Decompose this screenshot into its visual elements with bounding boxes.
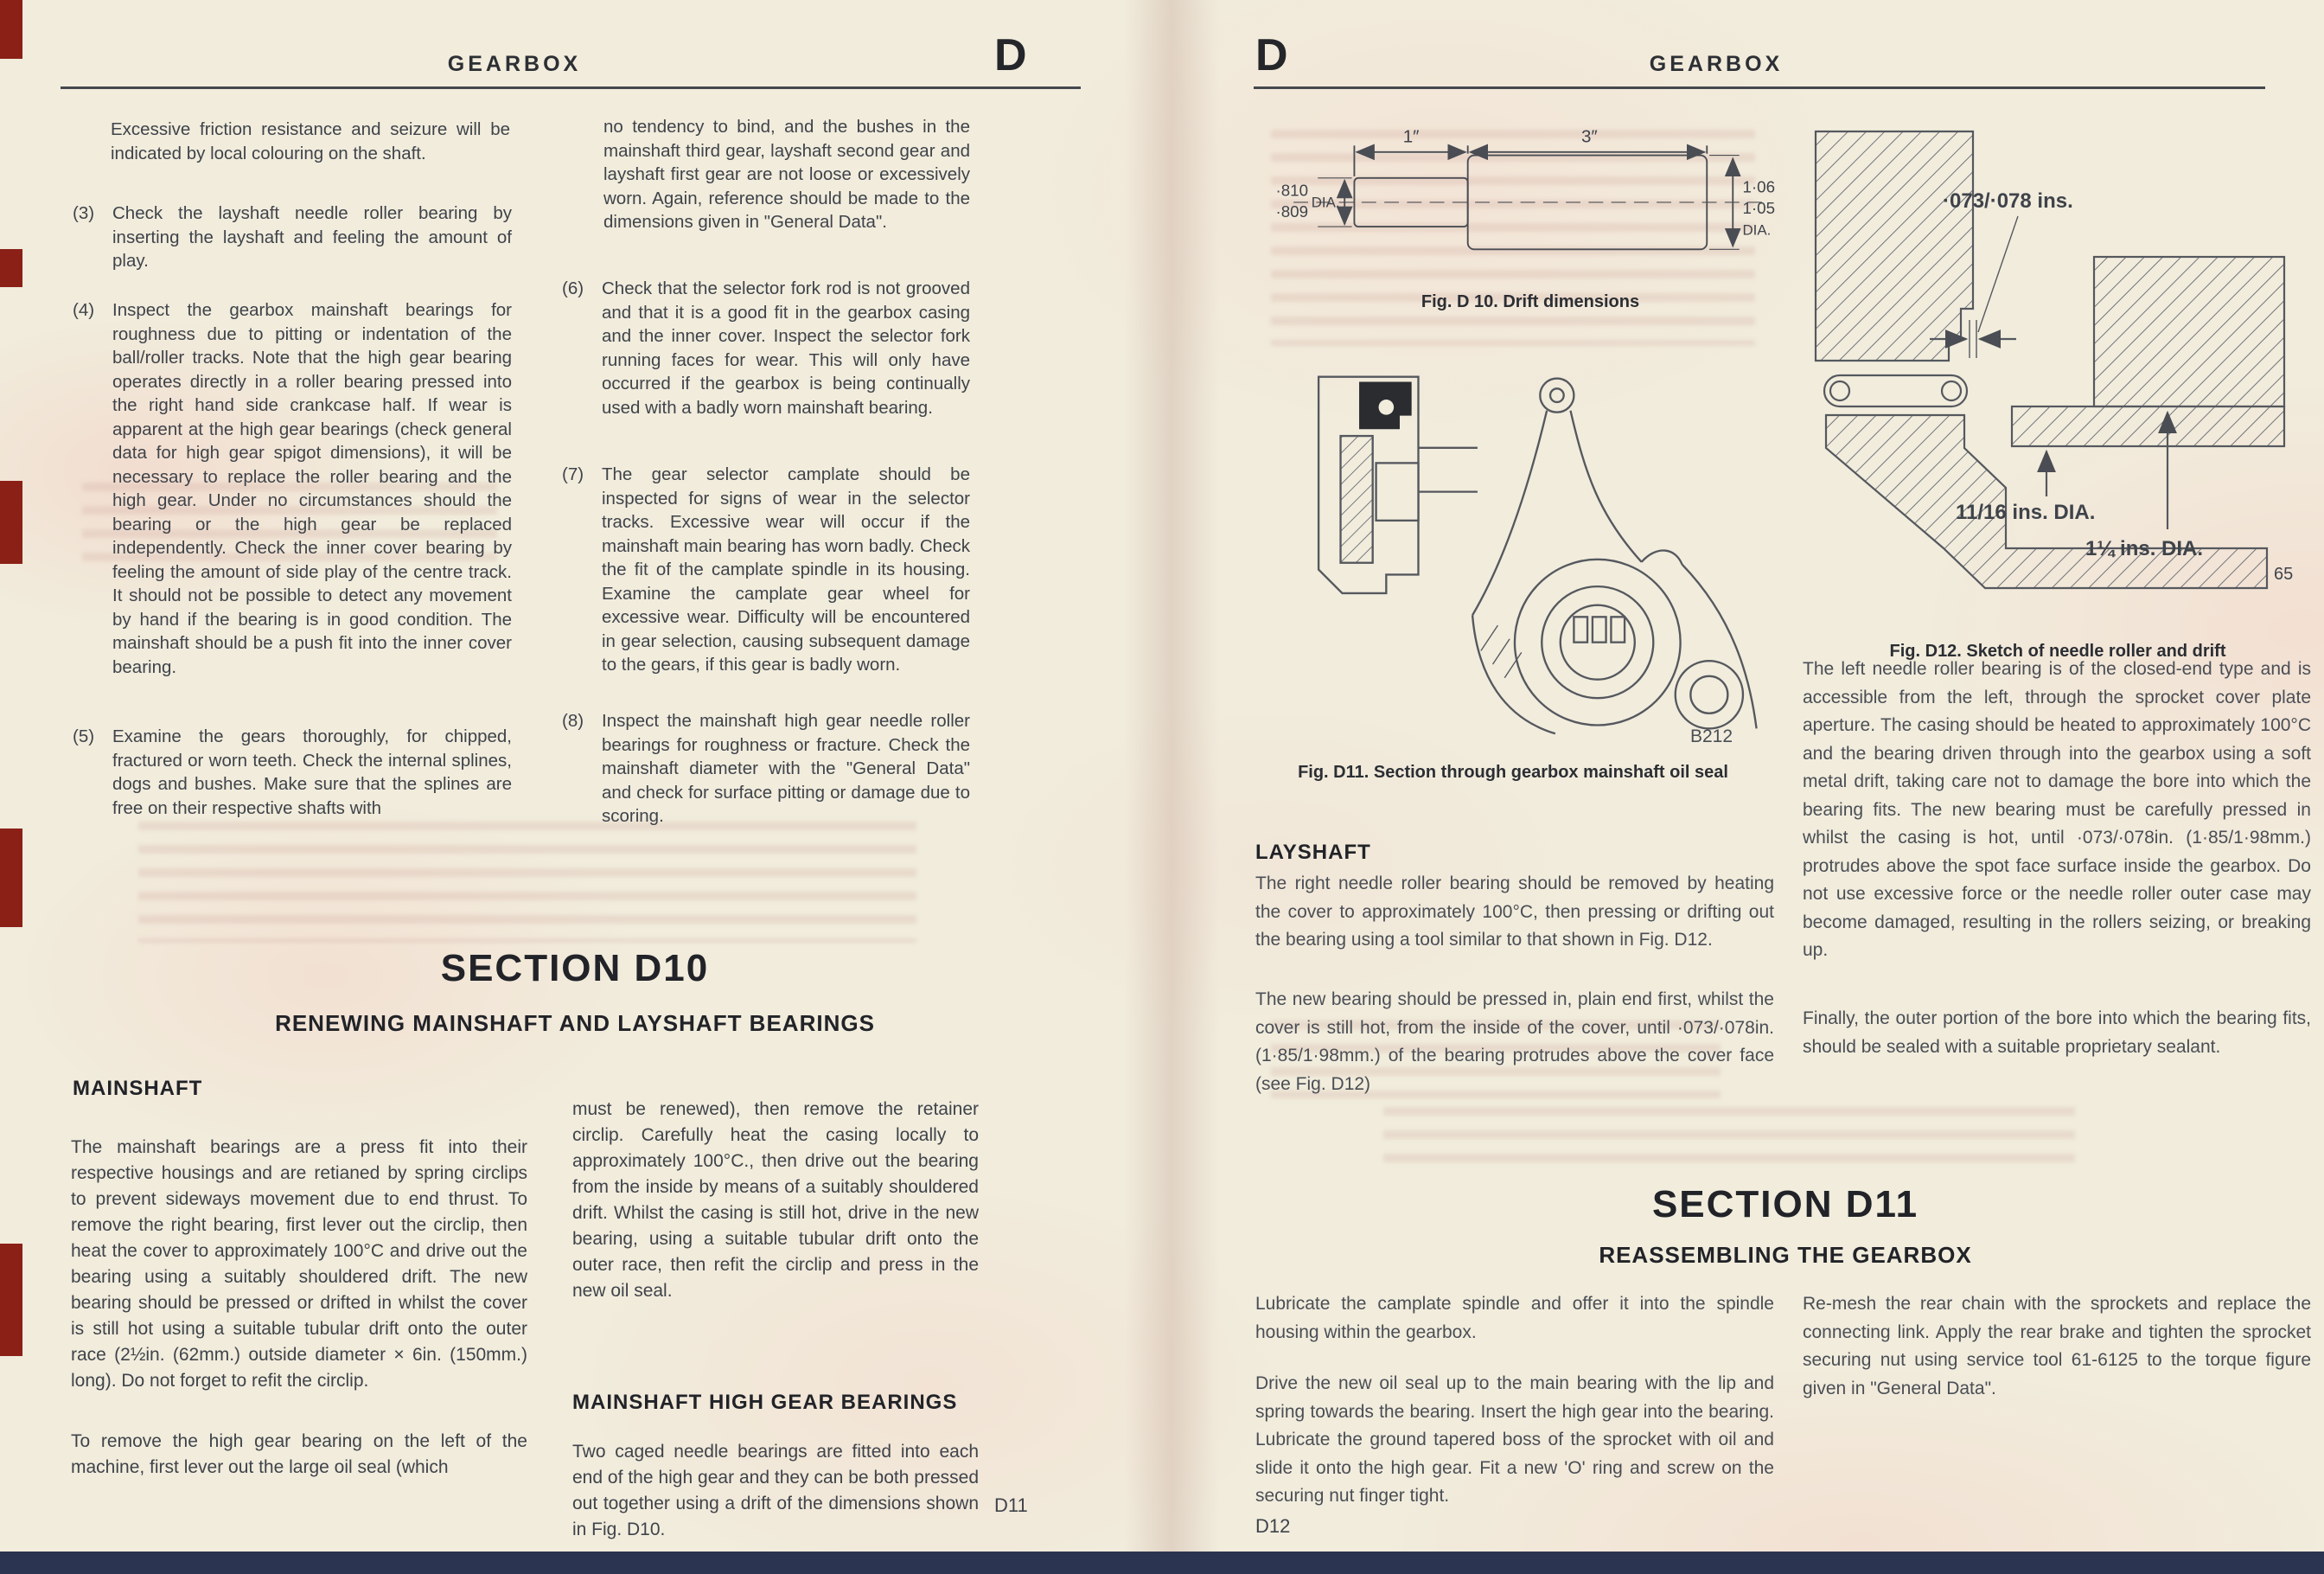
item-number: (3) [73, 203, 95, 223]
show-through-stain [138, 822, 916, 943]
paragraph-intro: Excessive friction resistance and seizure will be indicated by local colouring on the shaft. [111, 119, 510, 163]
mainshaft-heading: MAINSHAFT [73, 1077, 203, 1100]
left-page-number: D11 [994, 1494, 1028, 1516]
dim-dia-right-label: DIA. [1742, 221, 1772, 239]
left-header-rule [61, 86, 1081, 89]
list-item-6 [562, 277, 970, 419]
item-text: Check the layshaft needle roller bearing by inserting the layshaft and feeling the amount of play. [112, 203, 512, 271]
show-through-stain [1383, 1107, 2075, 1168]
item-number: (7) [562, 464, 584, 484]
fig-d11-drawing [1254, 363, 1772, 744]
needle-roller-drift-sketch [1800, 106, 2310, 624]
mainshaft-paragraph-1: The mainshaft bearings are a press fit into their respective housings and are retianed by spring circlips to prevent sideways movement due to end thrust. To remove the right bearing, first lever out the circlip, then heat the cover to approximately 100°C and drive out the bearing using a suitably shouldered drift. The new bearing should be pressed or drifted in whilst the cover is still hot using a suitable tubular drift onto the outer race (2½in. (62mm.) outside diameter × 6in. (150mm.) long). Do not forget to refit the circlip. [71, 1137, 527, 1391]
dim-dia-left-top: ·810 [1275, 181, 1309, 200]
high-gear-bearings-heading: MAINSHAFT HIGH GEAR BEARINGS [572, 1391, 958, 1414]
page-fold-shadow [1124, 0, 1219, 1574]
right-page-section-letter: D [1255, 30, 1288, 80]
right-page-header-title: GEARBOX [1649, 52, 1784, 76]
dim-large-dia-label: 1¼ ins. DIA. [2085, 537, 2204, 560]
layshaft-paragraph-2: The new bearing should be pressed in, plain end first, whilst the cover is still hot, from the inside of the cover, until ·073/·078in. (1·85/1·98mm.) of the bearing protrudes above the cover face (see Fig. D12) [1255, 989, 1774, 1094]
fig-d12-caption: Fig. D12. Sketch of needle roller and drift [1889, 642, 2226, 661]
list-item-3 [73, 202, 512, 273]
item-text: Examine the gears thoroughly, for chipped, fractured or worn teeth. Check the internal splines, dogs and bushes. Make sure that the splines are free on their respective shafts with [112, 726, 512, 818]
item-text: The gear selector camplate should be inspected for signs of wear in the selector tracks. Excessive wear will occur if the mainshaft main bearing has worn badly. Check the fit of the camplate spindle in its housing. Examine the camplate gear wheel for excessive wear. Difficulty will be encountered in gear selection, causing subsequent damage to the gears, if this gear is badly worn. [602, 464, 970, 675]
fig-d11-caption: Fig. D11. Section through gearbox mainshaft oil seal [1298, 763, 1728, 782]
dim-dia-right-bottom: 1·05 [1742, 199, 1776, 218]
fig-d11-ref-number: B212 [1690, 726, 1733, 746]
item-text: Inspect the mainshaft high gear needle roller bearings for roughness or fracture. Check the mainshaft diameter with the "General Data" and check for surface pitting or damage due to scoring. [602, 711, 970, 826]
mainshaft-col2-paragraph: must be renewed), then remove the retainer circlip. Carefully heat the casing locally to approximately 100°C., then drive out the bearing from the inside by means of a suitably shouldered drift. Whilst the casing is still hot, drive in the new bearing, using a suitable tubular drift onto the outer race, then refit the circlip and press in the new oil seal. [572, 1099, 979, 1301]
left-page-section-letter: D [994, 30, 1027, 80]
list-item-4 [73, 298, 512, 679]
reassembly-left-paragraph-2: Drive the new oil seal up to the main bearing with the lip and spring towards the bearing. Insert the high gear into the bearing. Lubricate the ground tapered boss of the sprocket with oil and slide it onto the high gear. Fit a new 'O' ring and screw on the securing nut finger tight. [1255, 1373, 1774, 1506]
paragraph-continuation: no tendency to bind, and the bushes in the mainshaft third gear, layshaft second gear and layshaft first gear are not loose or excessively worn. Again, reference should be made to the dimensions given in "General Data". [603, 117, 970, 232]
list-item-5 [73, 725, 512, 820]
item-text: Check that the selector fork rod is not grooved and that it is a good fit in the gearbox casing and the inner cover. Inspect the selector fork running faces for wear. This will only have occurred if the gearbox is being continually used with a badly worn mainshaft bearing. [602, 278, 970, 418]
dim-dia-left-label: DIA. [1311, 194, 1340, 211]
dim-dia-left-bottom: ·809 [1275, 202, 1309, 221]
list-item-8 [562, 709, 970, 829]
fig-d12-ref-number: 65 [2274, 565, 2294, 584]
section-d10-subtitle: RENEWING MAINSHAFT AND LAYSHAFT BEARINGS [275, 1010, 875, 1036]
left-page-header-title: GEARBOX [447, 52, 582, 76]
dim-dia-right-top: 1·06 [1742, 177, 1776, 196]
layshaft-paragraph-1: The right needle roller bearing should be removed by heating the cover to approximately 100°C, then pressing or drifting out the bearing using a tool similar to that shown in Fig. D12. [1255, 873, 1774, 950]
high-gear-bearings-paragraph: Two caged needle bearings are fitted into each end of the high gear and they can be both pressed out together using a drift of the dimensions shown in Fig. D10. [572, 1442, 979, 1539]
dim-length-small: 1″ [1402, 126, 1420, 147]
reassembly-left-paragraph-1: Lubricate the camplate spindle and offer it into the spindle housing within the gearbox. [1255, 1294, 1774, 1342]
reassembly-right-paragraph: Re-mesh the rear chain with the sprockets and replace the connecting link. Apply the rear brake and tighten the sprocket securing nut using service tool 61-6125 to the torque figure given in "General Data". [1803, 1294, 2311, 1398]
layshaft-heading: LAYSHAFT [1255, 841, 1371, 864]
section-d11-title: SECTION D11 [1651, 1183, 1919, 1225]
left-bearing-paragraph-2: Finally, the outer portion of the bore into which the bearing fits, should be sealed with a suitable proprietary sealant. [1803, 1008, 2311, 1057]
dim-small-dia-label: 11/16 ins. DIA. [1956, 501, 2096, 524]
section-d11-subtitle: REASSEMBLING THE GEARBOX [1599, 1242, 1972, 1268]
right-page-number: D12 [1255, 1515, 1291, 1537]
section-d10-title: SECTION D10 [440, 947, 710, 989]
right-header-rule [1254, 86, 2265, 89]
mainshaft-paragraph-2: To remove the high gear bearing on the left of the machine, first lever out the large oil seal (which [71, 1431, 527, 1477]
list-item-7 [562, 463, 970, 677]
fig-d10-caption: Fig. D 10. Drift dimensions [1421, 292, 1640, 311]
item-number: (4) [73, 300, 95, 320]
page-bottom-edge [0, 1552, 2324, 1574]
item-number: (8) [562, 711, 584, 731]
item-number: (5) [73, 726, 95, 746]
mainshaft-oil-seal-sketch [1254, 363, 1772, 744]
left-bearing-paragraph-1: The left needle roller bearing is of the closed-end type and is accessible from the left, through the sprocket cover plate aperture. The casing should be heated to approximately 100°C and the bearing driven through into the gearbox using a soft metal drift, taking care not to damage the bore into which the bearing fits. The new bearing must be carefully pressed in whilst the casing is hot, until ·073/·078in. (1·85/1·98mm.) protrudes above the spot face surface inside the gearbox. Do not use excessive force or the needle roller outer case may become damaged, resulting in the rollers seizing, or breaking up. [1803, 659, 2311, 960]
item-number: (6) [562, 278, 584, 298]
drift-dimensions-sketch [1269, 102, 1788, 288]
fig-d10-drawing [1269, 102, 1788, 288]
fig-d12-drawing [1800, 106, 2310, 624]
item-text: Inspect the gearbox mainshaft bearings for roughness due to pitting or indentation of the ball/roller tracks. Note that the high gear bearing operates directly in a roller bearing pressed into the right hand side crankcase half. If wear is apparent at the high gear bearings (check general data for high gear spigot dimensions), it will be necessary to replace the roller bearing and the high gear. Under no circumstances should the bearing or the high gear be replaced independently. Check the inner cover bearing by feeling the amount of side play of the centre track. It should not be possible to detect any movement by hand if the bearing is in good condition. The mainshaft should be a push fit into the inner cover bearing. [112, 300, 512, 677]
dim-protrusion-label: ·073/·078 ins. [1943, 189, 2073, 213]
dim-length-large: 3″ [1580, 126, 1598, 147]
binding-edge-red [0, 0, 22, 1384]
